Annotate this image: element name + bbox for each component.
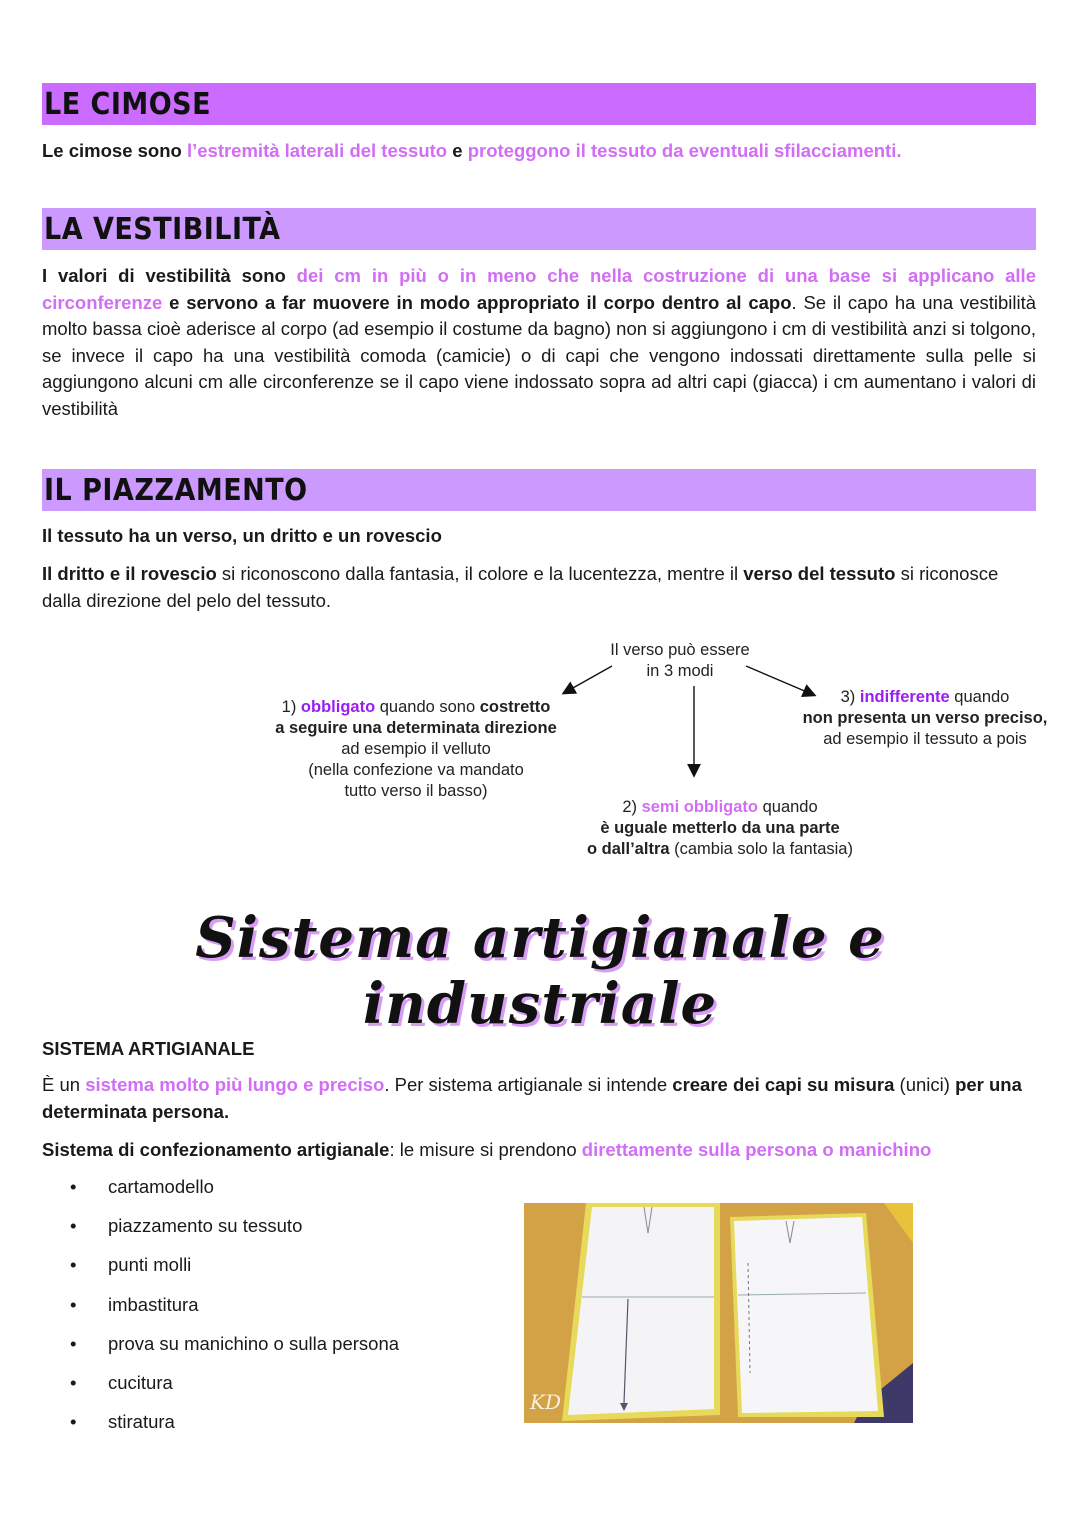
option-text: quando: [758, 798, 818, 816]
script-heading: Sistema artigianale e industriale: [195, 905, 885, 1037]
option-number: 3): [840, 688, 860, 706]
option-text: ad esempio il tessuto a pois: [823, 730, 1027, 748]
text-bold: I valori di vestibilità sono: [42, 265, 286, 286]
paragraph-verso-dritto-rovescio: Il tessuto ha un verso, un dritto e un rovescio: [42, 525, 442, 546]
highlight-text: dei cm in più o in meno che nella costruzione di una base si applicano alle circonferenze: [42, 265, 1036, 313]
option-text-bold: o dall’altra: [587, 840, 670, 858]
option-text: (nella confezione va mandato: [308, 761, 524, 779]
pattern-photo: [524, 1203, 913, 1423]
body-text: . Se il capo ha una vestibilità molto bassa cioè aderisce al corpo (ad esempio il costume da bagno) non si aggiungono i cm di vestibilità anzi si tolgono, se invece il capo ha una vestibilità comoda (camicie) o di capi che vengono indossati direttamente sulla pelle si aggiungono alcuni cm alle circonferenze se il capo viene indossato sopra ad altri capi (giacca) i cm aumentano i valori di vestibilità: [42, 291, 1036, 419]
option-text-bold: non presenta un verso preciso,: [802, 709, 1048, 727]
diagram-option-obbligato: [246, 697, 586, 802]
option-text-bold: a seguire una determinata direzione: [275, 719, 557, 737]
text-bold: e: [447, 140, 468, 161]
option-name: obbligato: [300, 698, 376, 716]
paragraph-artigianale: [42, 1072, 1036, 1125]
option-text-bold: è uguale metterlo da una parte: [600, 819, 840, 837]
list-item: • prova su manichino o sulla persona: [70, 1333, 399, 1372]
photo-watermark: KD: [530, 1390, 561, 1414]
option-number: 2): [622, 798, 642, 816]
section-title-cimose: LE CIMOSE: [44, 87, 212, 122]
list-item: • imbastitura: [70, 1294, 399, 1333]
text-bold: Le cimose sono: [42, 140, 187, 161]
option-text: (cambia solo la fantasia): [669, 840, 853, 858]
list-item: • cucitura: [70, 1372, 399, 1411]
option-name: indifferente: [859, 688, 950, 706]
diagram-root-line: Il verso può essere: [610, 641, 750, 659]
text-bold: Il dritto e il rovescio: [42, 563, 217, 584]
arrow-to-option-1: [564, 666, 612, 693]
text-bold: creare dei capi su misura: [672, 1074, 895, 1095]
text-bold: e servono a far muovere in modo appropriato il corpo dentro al capo: [169, 291, 792, 313]
section-title-piazzamento: IL PIAZZAMENTO: [44, 473, 308, 508]
option-text: quando sono: [375, 698, 480, 716]
text-bold: per una determinata persona.: [42, 1074, 1022, 1122]
body-text: È un: [42, 1074, 86, 1095]
text-bold: Sistema di confezionamento artigianale: [42, 1139, 390, 1160]
option-text: ad esempio il velluto: [341, 740, 491, 758]
steps-list: [70, 1176, 399, 1450]
body-text: si riconoscono dalla fantasia, il colore e la lucentezza, mentre il: [216, 563, 744, 584]
paragraph-confezionamento: [42, 1137, 1036, 1164]
option-number: 1): [281, 698, 301, 716]
body-text: si riconosce dalla direzione del pelo del tessuto.: [42, 563, 999, 611]
diagram-option-indifferente: [780, 687, 1070, 750]
body-text: : le misure si prendono: [389, 1139, 582, 1160]
highlight-text: direttamente sulla persona o manichino: [581, 1139, 932, 1160]
highlight-text: sistema molto più lungo e preciso: [85, 1074, 385, 1095]
list-item: • punti molli: [70, 1254, 399, 1293]
highlight-text: proteggono il tessuto da eventuali sfilacciamenti.: [467, 140, 902, 161]
body-text: (unici): [894, 1074, 956, 1095]
highlight-text: l’estremità laterali del tessuto: [186, 140, 448, 161]
list-item: • cartamodello: [70, 1176, 399, 1215]
option-text: tutto verso il basso): [344, 782, 488, 800]
section-title-vestibilita: LA VESTIBILITÀ: [44, 212, 281, 247]
list-item: • piazzamento su tessuto: [70, 1215, 399, 1254]
body-text: . Per sistema artigianale si intende: [384, 1074, 673, 1095]
list-item: • stiratura: [70, 1411, 399, 1450]
option-text-bold: costretto: [479, 698, 551, 716]
pattern-photo-drawing: [524, 1203, 913, 1423]
diagram-root-line: in 3 modi: [646, 662, 714, 680]
subsection-title-artigianale: SISTEMA ARTIGIANALE: [42, 1038, 255, 1059]
option-text: quando: [949, 688, 1010, 706]
diagram-option-semi-obbligato: [560, 797, 880, 860]
text-bold: verso del tessuto: [743, 563, 896, 584]
option-name: semi obbligato: [641, 798, 759, 816]
